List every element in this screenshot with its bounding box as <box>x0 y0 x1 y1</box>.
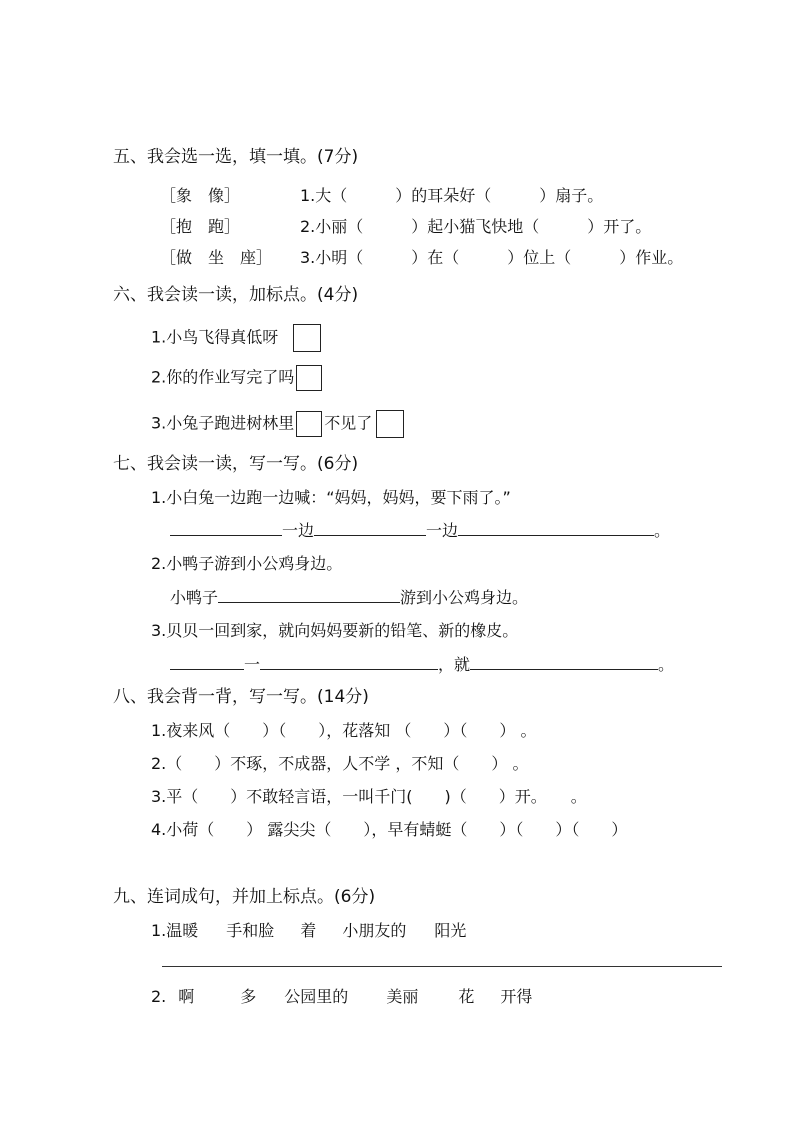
punct-sentence-tail: 不见了 <box>324 413 373 433</box>
punct-answer-box[interactable] <box>376 410 404 438</box>
section-6-title: 六、我会读一读，加标点。(4分) <box>113 285 359 305</box>
fixed-word: 一边 <box>282 521 315 540</box>
sentence-q1 <box>151 920 466 942</box>
fixed-word: ，就 <box>438 655 471 674</box>
answer-blank[interactable] <box>458 519 654 536</box>
recite-line-1: 1.夜来风（ ）（ ），花落知 （ ）（ ） 。 <box>151 721 537 740</box>
period: 。 <box>658 655 675 674</box>
recite-line-3: 3.平（ ）不敢轻言语，一叫千门( )（ ）开。 。 <box>151 787 587 806</box>
punct-answer-box[interactable] <box>293 324 321 352</box>
section-8-title: 八、我会背一背，写一写。(14分) <box>113 687 369 707</box>
choice-row-1 <box>160 185 603 207</box>
answer-blank[interactable] <box>260 653 438 670</box>
answer-blank[interactable] <box>314 519 426 536</box>
choice-sentence: 2.小丽（ ）起小猫飞快地（ ）开了。 <box>300 217 652 236</box>
question-number: 1. <box>151 921 167 940</box>
answer-blank[interactable] <box>218 586 400 603</box>
punct-sentence: 2.你的作业写完了吗 <box>151 367 295 387</box>
recite-line-4: 4.小荷（ ） 露尖尖（ ），早有蜻蜓（ ）（ ）（ ） <box>151 820 628 839</box>
recite-line-2: 2.（ ）不琢，不成器，人不学 ，不知（ ） 。 <box>151 754 529 773</box>
word-card: 小朋友的 <box>342 921 407 940</box>
choice-options: ［抱 跑］ <box>160 217 241 236</box>
fixed-word: 游到小公鸡身边。 <box>400 588 529 607</box>
write-q2-prompt: 2.小鸭子游到小公鸡身边。 <box>151 554 343 573</box>
word-card: 开得 <box>500 987 533 1006</box>
choice-row-2 <box>160 216 651 238</box>
punct-item-2 <box>151 365 322 391</box>
sentence-q2 <box>151 986 532 1008</box>
punct-item-3 <box>151 410 404 438</box>
fixed-word: 一 <box>244 655 261 674</box>
word-card: 手和脸 <box>226 921 275 940</box>
choice-options: ［做 坐 座］ <box>160 248 273 267</box>
choice-options: ［象 像］ <box>160 186 241 205</box>
choice-sentence: 3.小明（ ）在（ ）位上（ ）作业。 <box>300 248 684 267</box>
punct-answer-box[interactable] <box>296 411 322 437</box>
word-card: 公园里的 <box>284 987 349 1006</box>
word-card: 美丽 <box>386 987 419 1006</box>
fixed-word: 小鸭子 <box>170 588 219 607</box>
section-5-title: 五、我会选一选，填一填。(7分) <box>113 147 359 167</box>
period: 。 <box>654 521 671 540</box>
choice-sentence: 1.大（ ）的耳朵好（ ）扇子。 <box>300 186 604 205</box>
section-7-title: 七、我会读一读，写一写。(6分) <box>113 454 359 474</box>
word-card: 温暖 <box>166 921 199 940</box>
word-card: 阳光 <box>434 921 467 940</box>
word-card: 多 <box>240 987 257 1006</box>
word-card: 花 <box>458 987 475 1006</box>
punct-item-1 <box>151 324 321 352</box>
write-q1-prompt: 1.小白兔一边跑一边喊：“妈妈，妈妈，要下雨了。” <box>151 488 511 507</box>
punct-answer-box[interactable] <box>296 365 322 391</box>
answer-line[interactable] <box>162 966 722 967</box>
question-number: 2. <box>151 987 167 1006</box>
choice-row-3 <box>160 247 683 269</box>
section-9-title: 九、连词成句，并加上标点。(6分) <box>113 887 376 907</box>
write-q3-answer <box>170 653 674 676</box>
word-card: 着 <box>300 921 317 940</box>
punct-sentence: 1.小鸟飞得真低呀 <box>151 327 279 347</box>
word-card: 啊 <box>178 987 195 1006</box>
write-q1-answer <box>170 519 670 542</box>
write-q2-answer <box>170 586 528 609</box>
answer-blank[interactable] <box>170 653 244 670</box>
answer-blank[interactable] <box>470 653 658 670</box>
fixed-word: 一边 <box>426 521 459 540</box>
write-q3-prompt: 3.贝贝一回到家，就向妈妈要新的铅笔、新的橡皮。 <box>151 621 519 640</box>
answer-blank[interactable] <box>170 519 282 536</box>
punct-sentence: 3.小兔子跑进树林里 <box>151 413 295 433</box>
